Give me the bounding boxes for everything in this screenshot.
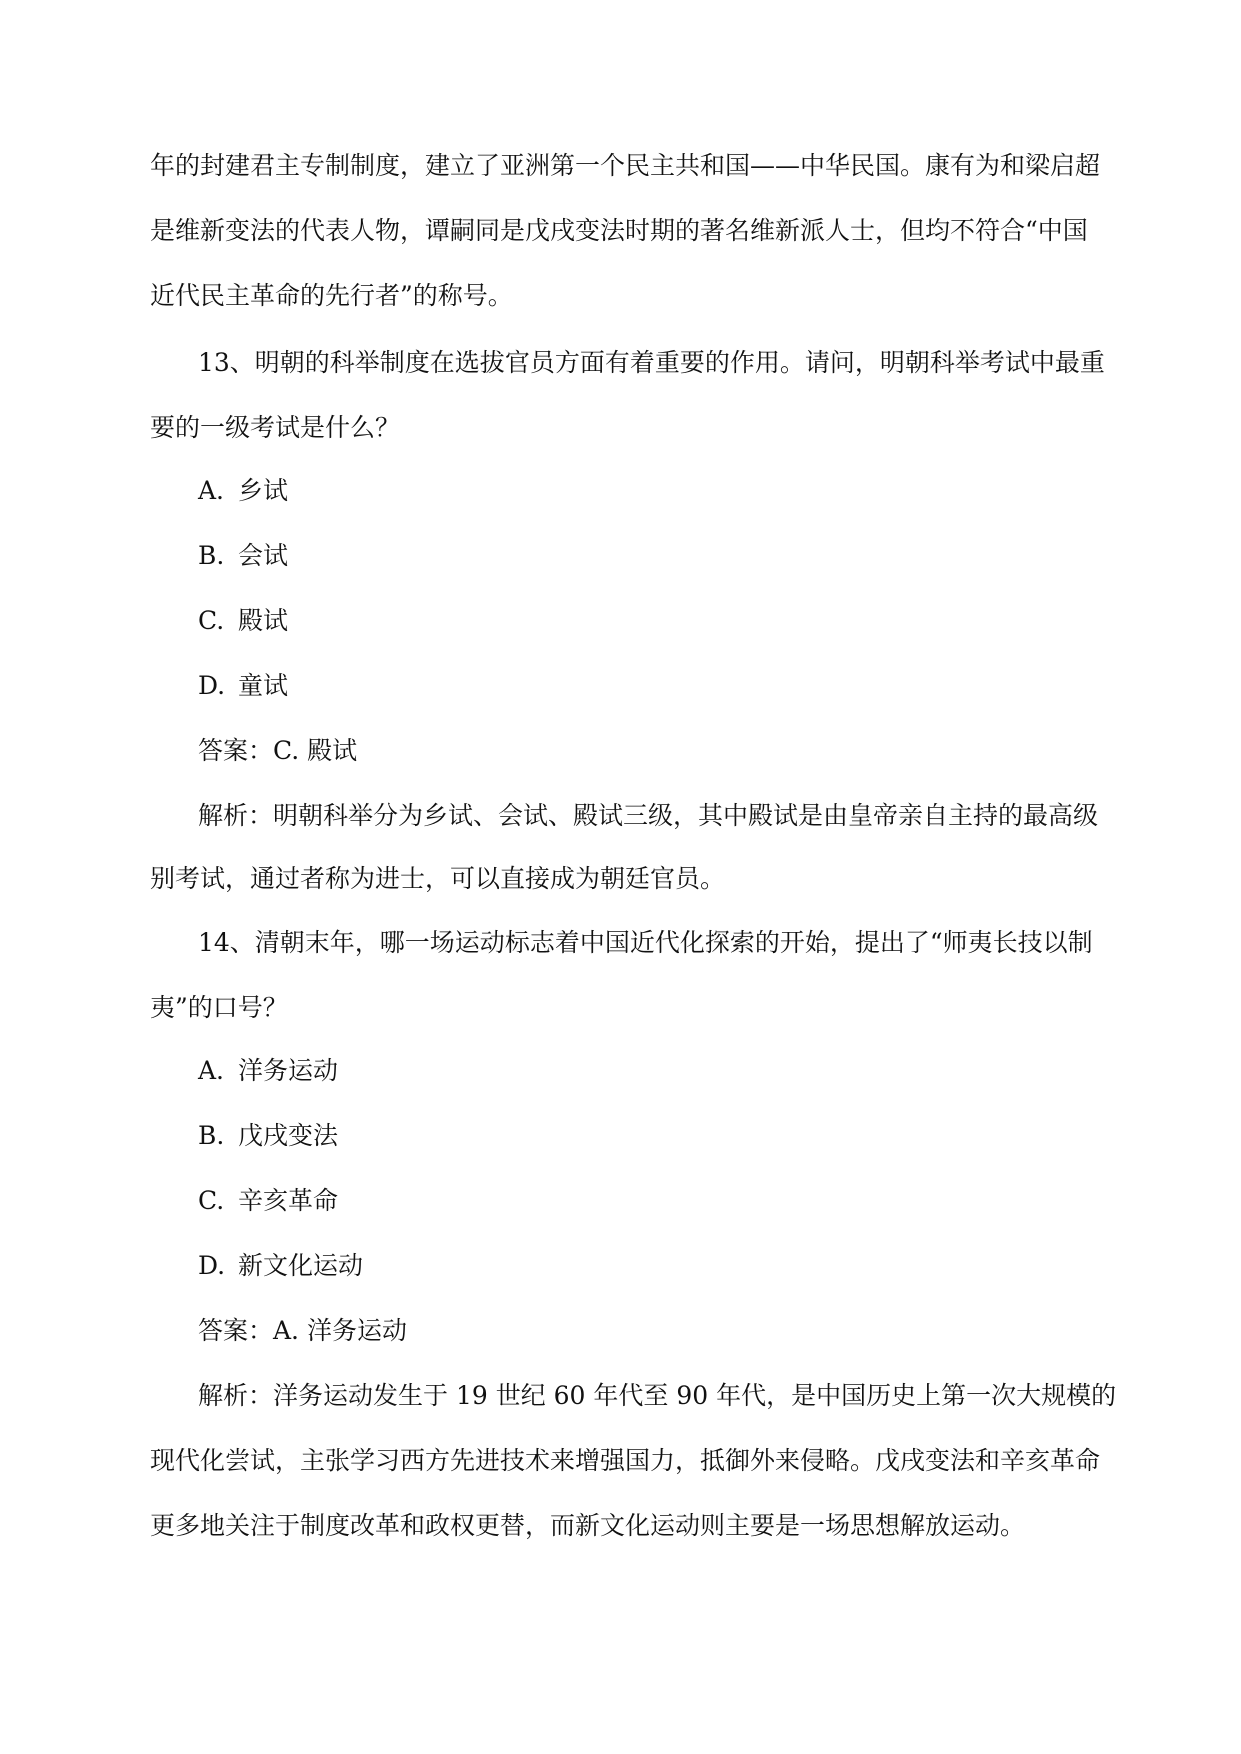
question-14-option-c bbox=[198, 1188, 338, 1213]
option-letter: A. bbox=[198, 1056, 225, 1085]
question-14-stem-line-1: 14、清朝末年，哪一场运动标志着中国近代化探索的开始，提出了“师夷长技以制 bbox=[198, 928, 1093, 957]
prev-explanation-line-2: 是维新变法的代表人物，谭嗣同是戊戌变法时期的著名维新派人士，但均不符合“中国 bbox=[150, 216, 1088, 245]
option-letter: D. bbox=[198, 671, 226, 700]
prev-explanation-line-1: 年的封建君主专制制度，建立了亚洲第一个民主共和国——中华民国。康有为和梁启超 bbox=[150, 151, 1101, 180]
question-14-answer: 答案：A. 洋务运动 bbox=[198, 1316, 407, 1345]
question-14-option-a bbox=[198, 1058, 338, 1083]
question-13-analysis-line-2: 别考试，通过者称为进士，可以直接成为朝廷官员。 bbox=[150, 864, 726, 893]
prev-explanation-line-3: 近代民主革命的先行者”的称号。 bbox=[150, 281, 513, 310]
option-text: 乡试 bbox=[238, 476, 289, 505]
option-letter: C. bbox=[198, 606, 225, 635]
option-text: 童试 bbox=[238, 671, 289, 700]
question-13-option-c bbox=[198, 608, 288, 633]
question-14-analysis-line-1: 解析：洋务运动发生于 19 世纪 60 年代至 90 年代，是中国历史上第一次大规模的 bbox=[198, 1381, 1117, 1410]
option-letter: C. bbox=[198, 1186, 225, 1215]
question-14-analysis-line-2: 现代化尝试，主张学习西方先进技术来增强国力，抵御外来侵略。戊戌变法和辛亥革命 bbox=[150, 1446, 1101, 1475]
question-13-answer: 答案：C. 殿试 bbox=[198, 736, 358, 765]
question-13-option-b bbox=[198, 543, 288, 568]
question-13-stem-line-1: 13、明朝的科举制度在选拔官员方面有着重要的作用。请问，明朝科举考试中最重 bbox=[198, 348, 1105, 377]
option-letter: A. bbox=[198, 476, 225, 505]
option-text: 殿试 bbox=[238, 606, 289, 635]
option-letter: B. bbox=[198, 1121, 225, 1150]
question-13-option-d bbox=[198, 673, 288, 698]
option-text: 会试 bbox=[238, 541, 289, 570]
question-13-analysis-line-1: 解析：明朝科举分为乡试、会试、殿试三级，其中殿试是由皇帝亲自主持的最高级 bbox=[198, 801, 1099, 830]
question-14-stem-line-2: 夷”的口号？ bbox=[150, 993, 288, 1022]
option-text: 戊戌变法 bbox=[238, 1121, 339, 1150]
question-14-analysis-line-3: 更多地关注于制度改革和政权更替，而新文化运动则主要是一场思想解放运动。 bbox=[150, 1511, 1026, 1540]
question-13-stem-line-2: 要的一级考试是什么？ bbox=[150, 413, 401, 442]
question-14-option-b bbox=[198, 1123, 338, 1148]
question-14-option-d bbox=[198, 1253, 363, 1278]
option-text: 辛亥革命 bbox=[238, 1186, 339, 1215]
option-letter: B. bbox=[198, 541, 225, 570]
option-text: 洋务运动 bbox=[238, 1056, 339, 1085]
option-letter: D. bbox=[198, 1251, 226, 1280]
option-text: 新文化运动 bbox=[238, 1251, 364, 1280]
question-13-option-a bbox=[198, 478, 288, 503]
